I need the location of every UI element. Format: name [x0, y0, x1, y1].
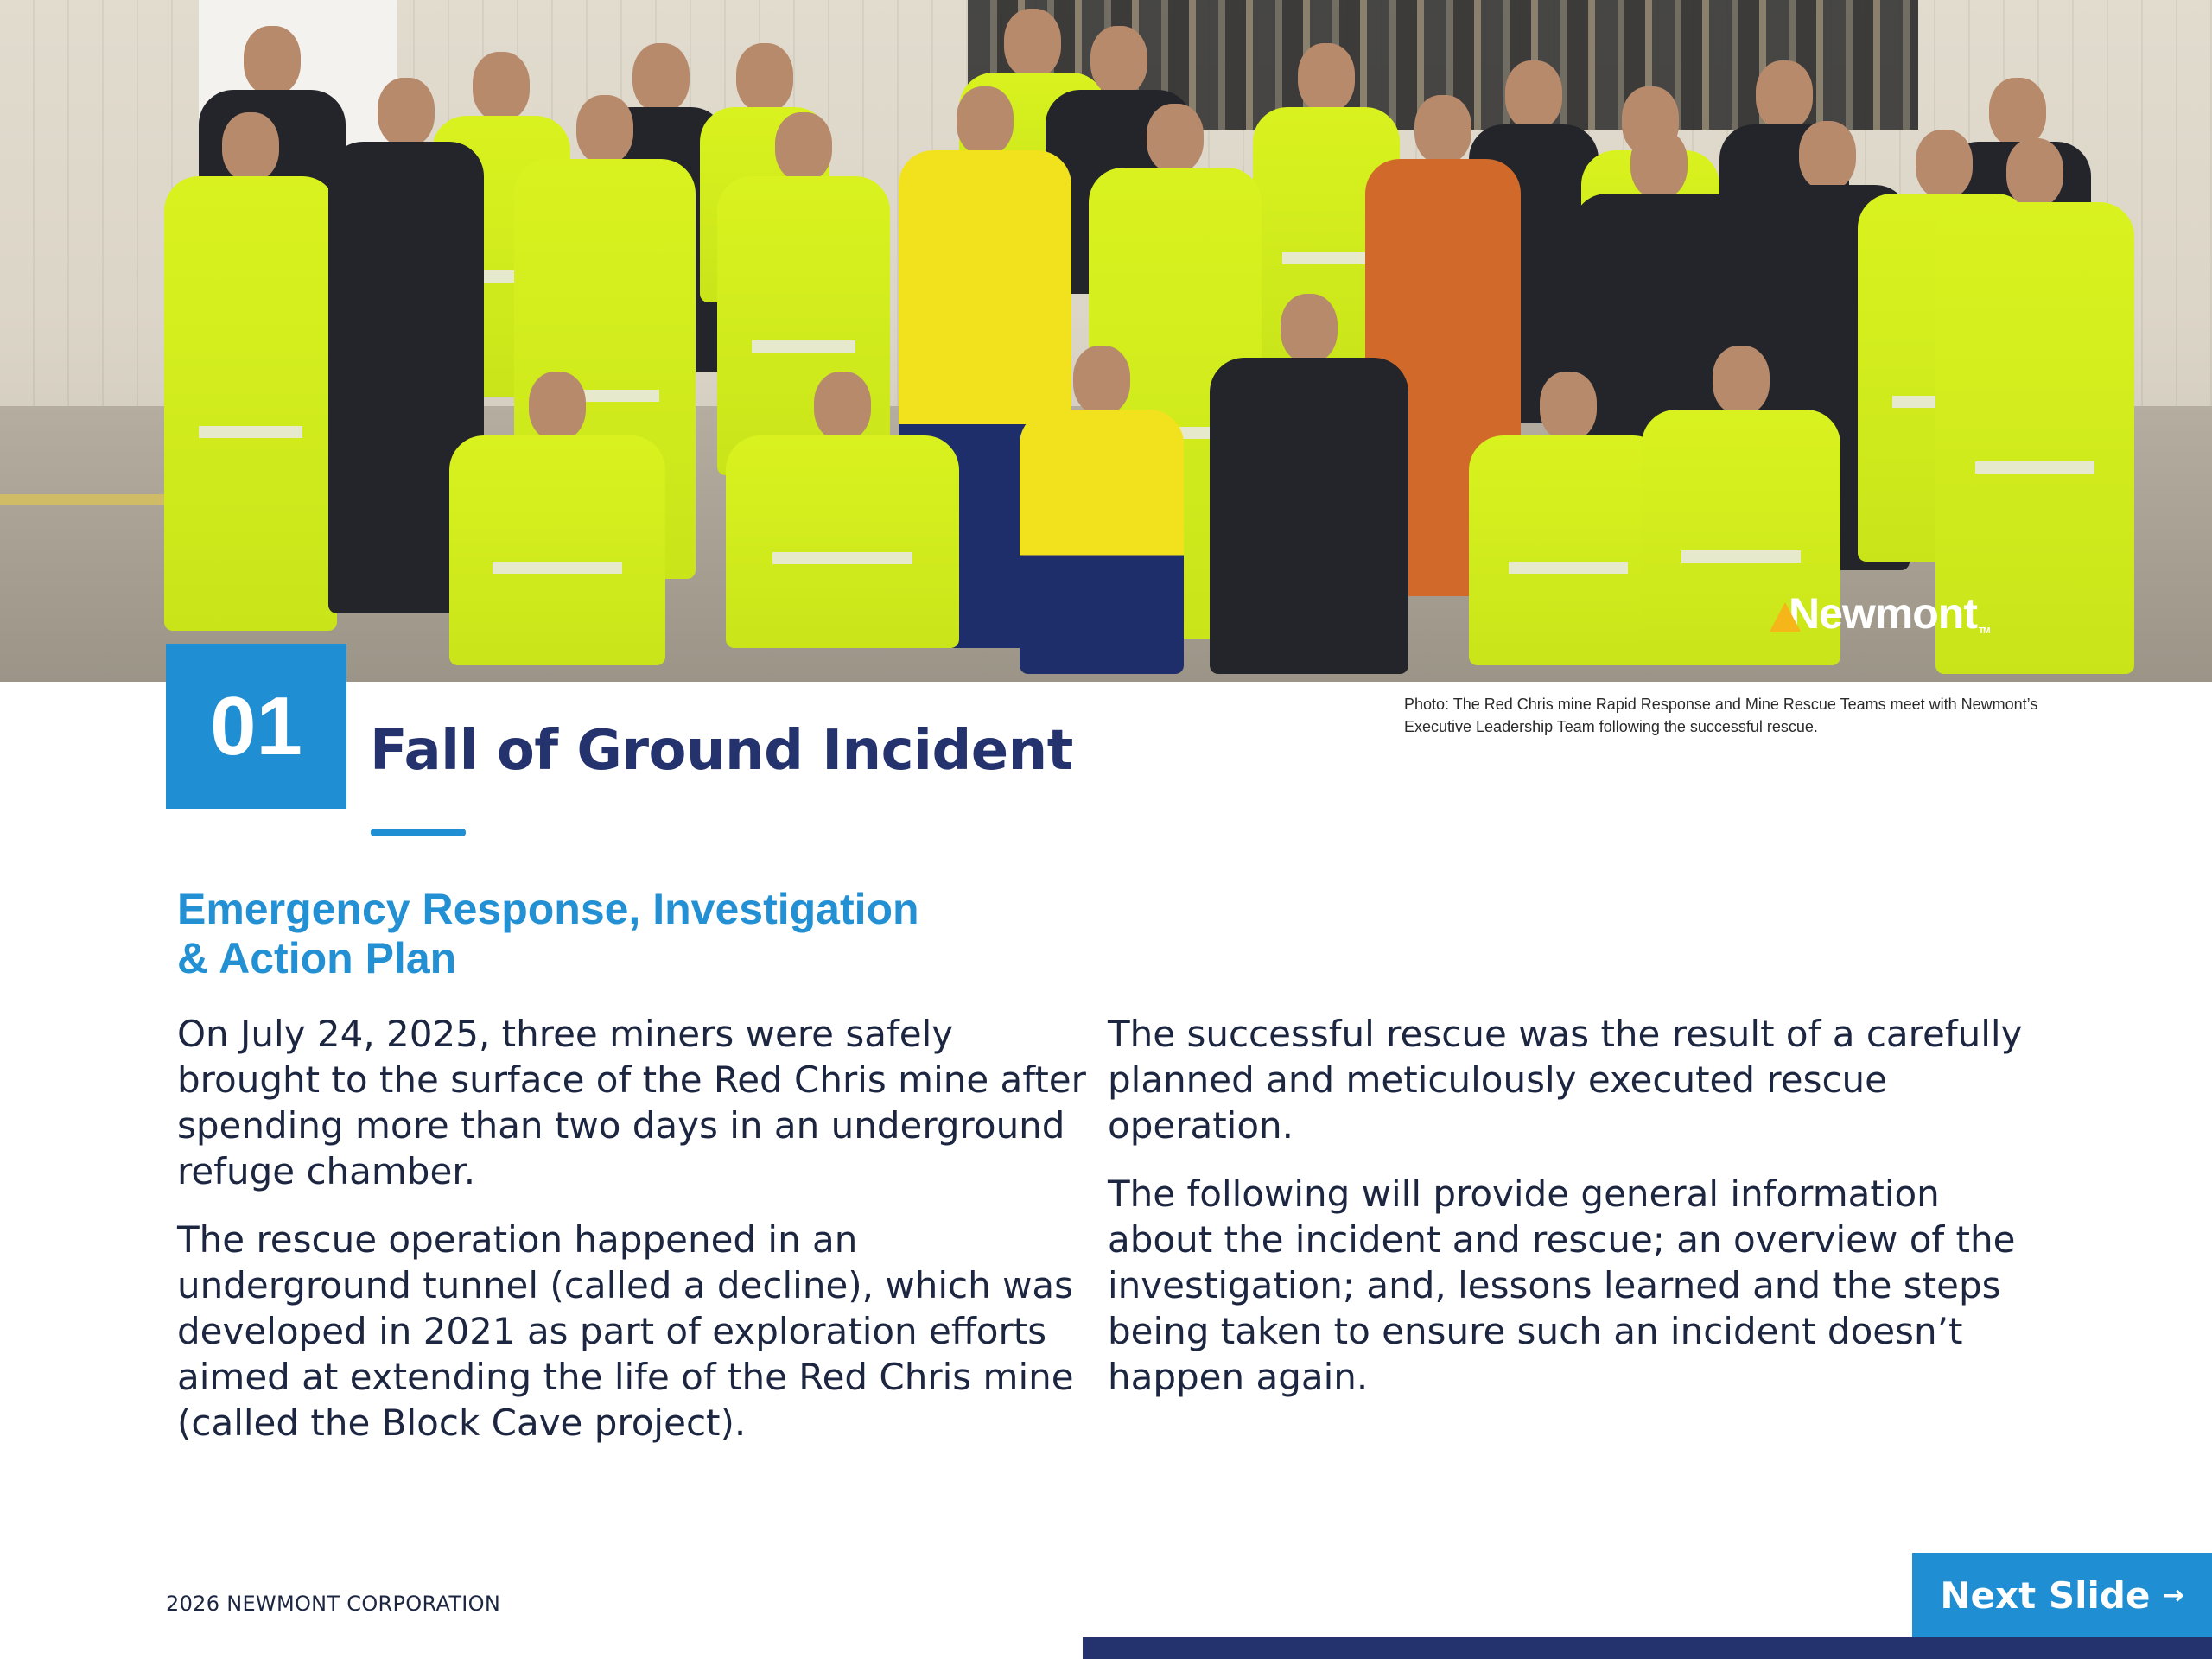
title-underline — [371, 829, 466, 836]
person — [449, 372, 665, 665]
newmont-logo — [1770, 591, 1989, 636]
subtitle-line-2: & Action Plan — [177, 934, 457, 982]
paragraph: The rescue operation happened in an underground tunnel (called a decline), which was developed in 2021 as part of exploration efforts aimed at extending the life of the Red Chris mine (called the Block Cave project). — [177, 1218, 1074, 1444]
logo-text: Newmont — [1789, 589, 1977, 638]
person — [1020, 346, 1184, 674]
footer-bar — [1083, 1637, 2212, 1659]
footer-copyright: 2026 NEWMONT CORPORATION — [166, 1592, 501, 1616]
subtitle-line-1: Emergency Response, Investigation — [177, 885, 919, 933]
page-title: Fall of Ground Incident — [370, 719, 1073, 783]
person — [726, 372, 959, 648]
person — [1469, 372, 1668, 665]
logo-mark-icon — [1770, 602, 1801, 632]
body-column-right — [1108, 1011, 2041, 1422]
arrow-right-icon: → — [2162, 1580, 2184, 1611]
body-column-left — [177, 1011, 1102, 1468]
section-subtitle — [177, 885, 1041, 983]
next-slide-label: Next Slide — [1940, 1573, 2151, 1617]
person — [1210, 294, 1408, 674]
photo-caption: Photo: The Red Chris mine Rapid Response and Mine Rescue Teams meet with Newmont’s Executive Leadership Team following the successful rescue. — [1404, 696, 2038, 735]
team-photo — [0, 0, 2212, 682]
paragraph: On July 24, 2025, three miners were safely brought to the surface of the Red Chris mine after spending more than two days in an underground refuge chamber. — [177, 1013, 1086, 1192]
next-slide-button[interactable] — [1912, 1553, 2212, 1637]
paragraph: The following will provide general information about the incident and rescue; an overview of the investigation; and, lessons learned and the steps being taken to ensure such an incident doesn’t happen again. — [1108, 1173, 2016, 1398]
section-number-badge: 01 — [166, 644, 346, 809]
paragraph: The successful rescue was the result of a carefully planned and meticulously executed rescue operation. — [1108, 1013, 2023, 1147]
person — [164, 112, 337, 631]
logo-tm: TM — [1979, 626, 1990, 636]
